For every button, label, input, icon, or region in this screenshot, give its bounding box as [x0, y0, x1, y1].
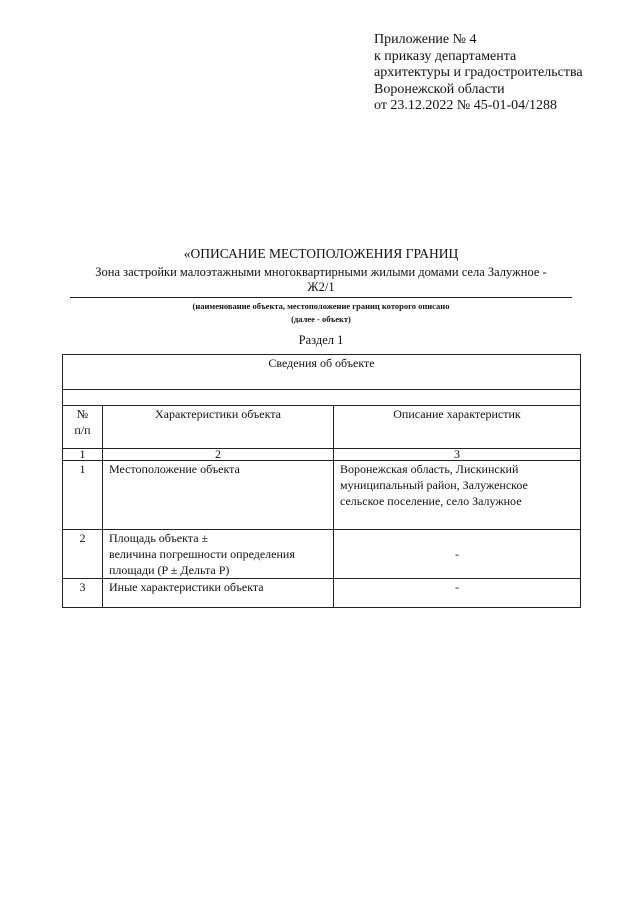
section-heading: Раздел 1: [298, 333, 344, 347]
appendix-line: к приказу департамента: [374, 48, 517, 64]
appendix-block: [374, 32, 583, 115]
column-header-description: Описание характеристик: [334, 406, 581, 449]
row-description: [334, 579, 581, 608]
table-header-row: [63, 355, 581, 390]
object-name-underline: [70, 297, 572, 298]
object-name-line: Зона застройки малоэтажными многоквартирными жилыми домами села Залужное -: [95, 265, 547, 279]
column-index-row: [63, 449, 581, 461]
cell-line: -: [455, 580, 459, 594]
table-row: [63, 461, 581, 530]
row-number: 3: [63, 579, 103, 608]
appendix-line: от 23.12.2022 № 45-01-04/1288: [374, 98, 558, 113]
column-index-cell: 2: [103, 449, 334, 461]
row-characteristic: [103, 461, 334, 530]
appendix-line: Воронежской области: [374, 81, 505, 97]
object-name: [60, 265, 582, 295]
column-header-row: [63, 406, 581, 449]
appendix-line: архитектуры и градостроительства: [374, 65, 583, 80]
row-number: 2: [63, 530, 103, 579]
row-characteristic: [103, 530, 334, 579]
row-number: 1: [63, 461, 103, 530]
cell-line: Воронежская область, Лискинский: [340, 462, 519, 476]
cell-line: сельское поселение, село Залужное: [340, 494, 522, 508]
cell-line: -: [455, 547, 459, 561]
document-title: «ОПИСАНИЕ МЕСТОПОЛОЖЕНИЯ ГРАНИЦ: [183, 246, 459, 261]
table-spacer-row: [63, 390, 581, 406]
column-index-cell: 3: [334, 449, 581, 461]
column-header-num-line: №: [76, 407, 89, 421]
column-header-characteristics: Характеристики объекта: [103, 406, 334, 449]
table-header-cell: Сведения об объекте: [63, 355, 581, 390]
object-name-line: Ж2/1: [307, 280, 335, 294]
cell-line: муниципальный район, Залуженское: [340, 478, 528, 492]
row-description: [334, 461, 581, 530]
cell-line: площади (P ± Дельта P): [109, 563, 230, 577]
cell-line: величина погрешности определения: [109, 547, 295, 561]
object-name-caption: [60, 300, 582, 326]
caption-line: (далее - объект): [291, 314, 351, 324]
row-description: [334, 530, 581, 579]
cell-line: Площадь объекта ±: [109, 531, 209, 545]
column-header-num-line: п/п: [74, 423, 91, 437]
cell-line: Иные характеристики объекта: [109, 580, 264, 594]
row-characteristic: [103, 579, 334, 608]
table-row: [63, 530, 581, 579]
caption-line: (наименование объекта, местоположение границ которого описано: [192, 301, 450, 311]
table-row: [63, 579, 581, 608]
appendix-line: Приложение № 4: [374, 32, 477, 47]
table-spacer-cell: [63, 390, 581, 406]
object-info-table: [62, 354, 581, 608]
column-header-num: [63, 406, 103, 449]
cell-line: Местоположение объекта: [109, 462, 240, 476]
column-index-cell: 1: [63, 449, 103, 461]
